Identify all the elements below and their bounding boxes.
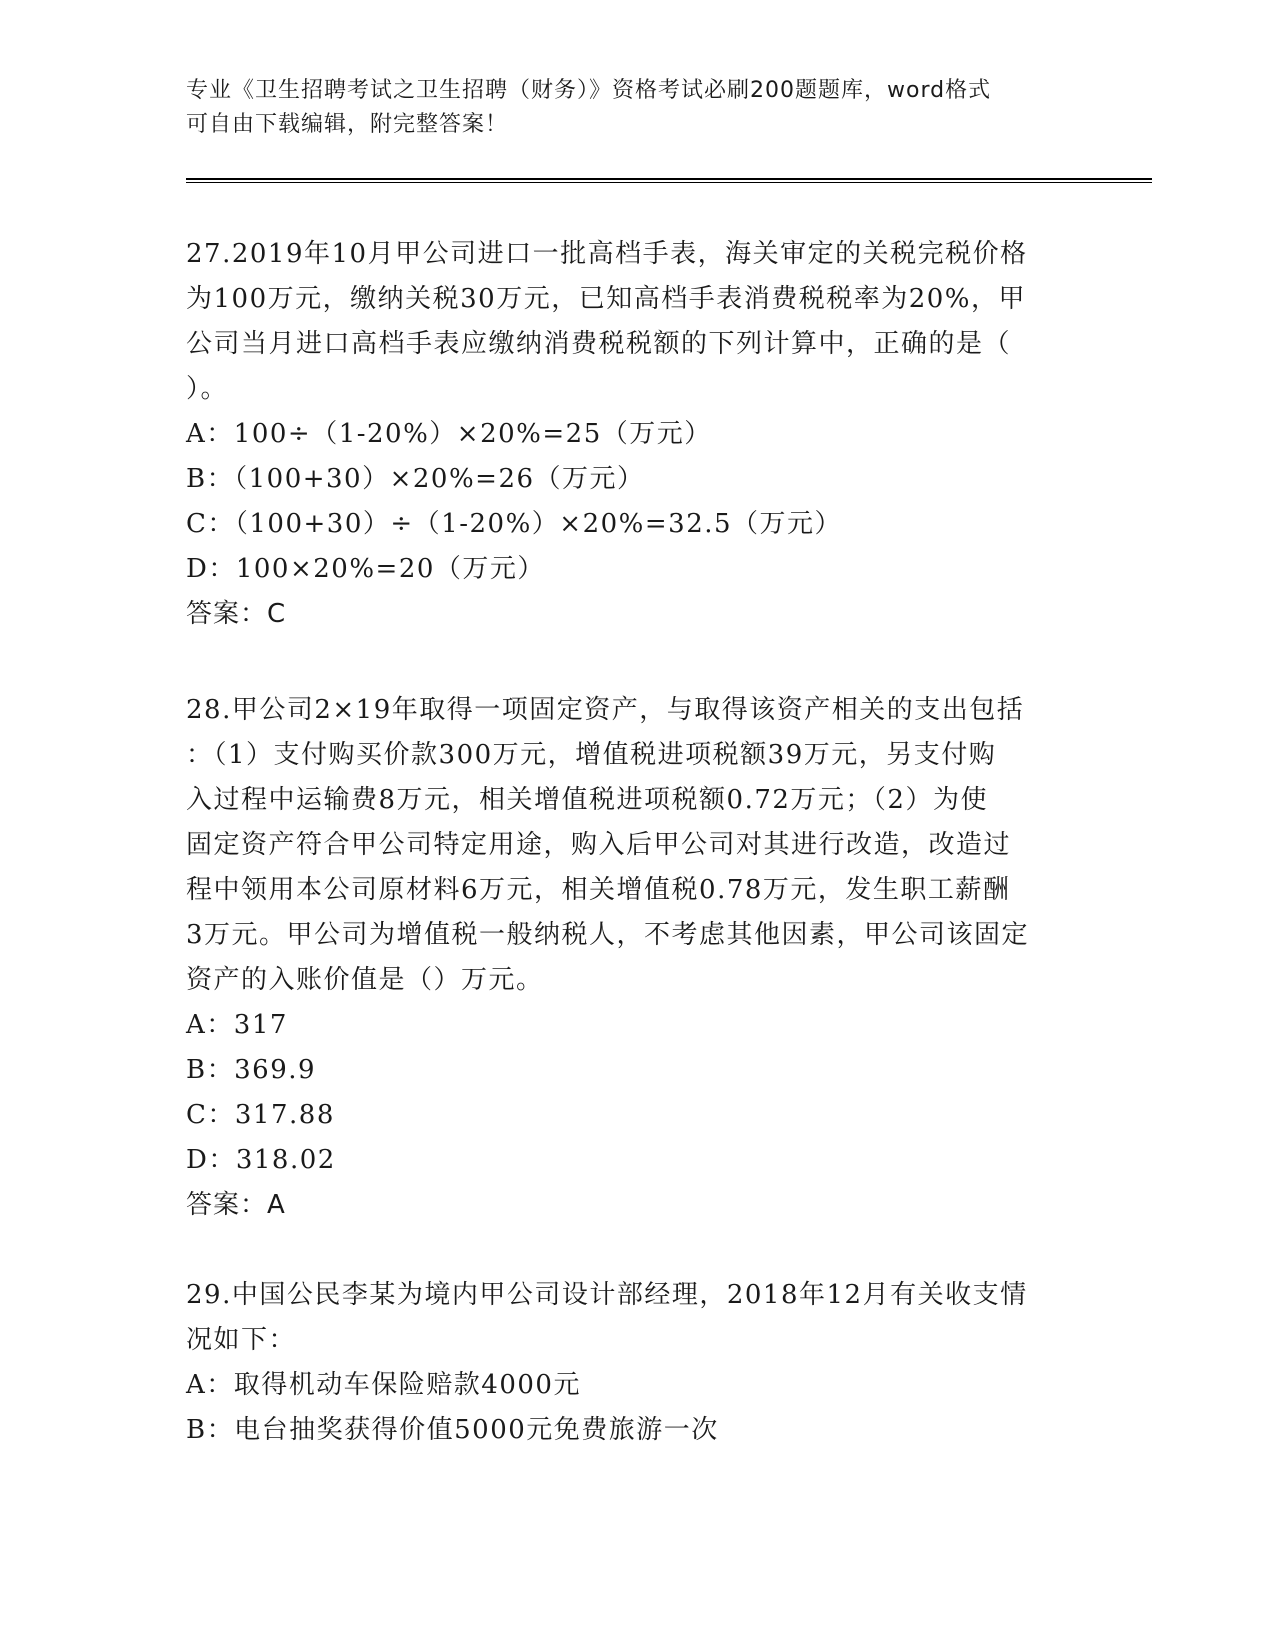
question-stem: 固定资产符合甲公司特定用途，购入后甲公司对其进行改造，改造过 — [186, 830, 1012, 860]
option-b: B：369.9 — [186, 1055, 317, 1085]
question-stem: 程中领用本公司原材料6万元，相关增值税0.78万元，发生职工薪酬 — [186, 875, 1011, 905]
question-stem: ：（1）支付购买价款300万元，增值税进项税额39万元，另支付购 — [186, 740, 997, 770]
header-line-1: 专业《卫生招聘考试之卫生招聘（财务）》资格考试必刷200题题库，word格式 — [186, 78, 992, 103]
option-b: B：电台抽奖获得价值5000元免费旅游一次 — [186, 1415, 719, 1445]
option-d: D：100×20%=20（万元） — [186, 554, 545, 584]
question-stem: 况如下： — [186, 1325, 297, 1355]
question-stem: ）。 — [186, 374, 229, 404]
question-stem: 公司当月进口高档手表应缴纳消费税税额的下列计算中，正确的是（ — [186, 329, 1012, 359]
question-stem: 29.中国公民李某为境内甲公司设计部经理，2018年12月有关收支情 — [186, 1280, 1028, 1310]
answer-line: 答案：C — [186, 599, 287, 629]
option-b: B：（100+30）×20%=26（万元） — [186, 464, 645, 494]
question-stem: 27.2019年10月甲公司进口一批高档手表，海关审定的关税完税价格 — [186, 239, 1028, 269]
question-27 — [186, 232, 1086, 637]
document-header — [186, 74, 1086, 142]
option-a: A：100÷（1-20%）×20%=25（万元） — [186, 419, 712, 449]
header-divider — [186, 178, 1152, 183]
question-stem: 入过程中运输费8万元，相关增值税进项税额0.72万元；（2）为使 — [186, 785, 988, 815]
option-a: A：317 — [186, 1010, 288, 1040]
header-line-2: 可自由下载编辑，附完整答案！ — [186, 112, 509, 137]
answer-line: 答案：A — [186, 1190, 286, 1220]
option-c: C：317.88 — [186, 1100, 335, 1130]
question-29 — [186, 1273, 1086, 1453]
question-28 — [186, 688, 1086, 1228]
question-stem: 为100万元，缴纳关税30万元，已知高档手表消费税税率为20%，甲 — [186, 284, 1026, 314]
option-d: D：318.02 — [186, 1145, 336, 1175]
option-a: A：取得机动车保险赔款4000元 — [186, 1370, 581, 1400]
option-c: C：（100+30）÷（1-20%）×20%=32.5（万元） — [186, 509, 843, 539]
question-stem: 资产的入账价值是（）万元。 — [186, 965, 544, 995]
question-stem: 3万元。甲公司为增值税一般纳税人，不考虑其他因素，甲公司该固定 — [186, 920, 1030, 950]
question-stem: 28.甲公司2×19年取得一项固定资产，与取得该资产相关的支出包括 — [186, 695, 1025, 725]
